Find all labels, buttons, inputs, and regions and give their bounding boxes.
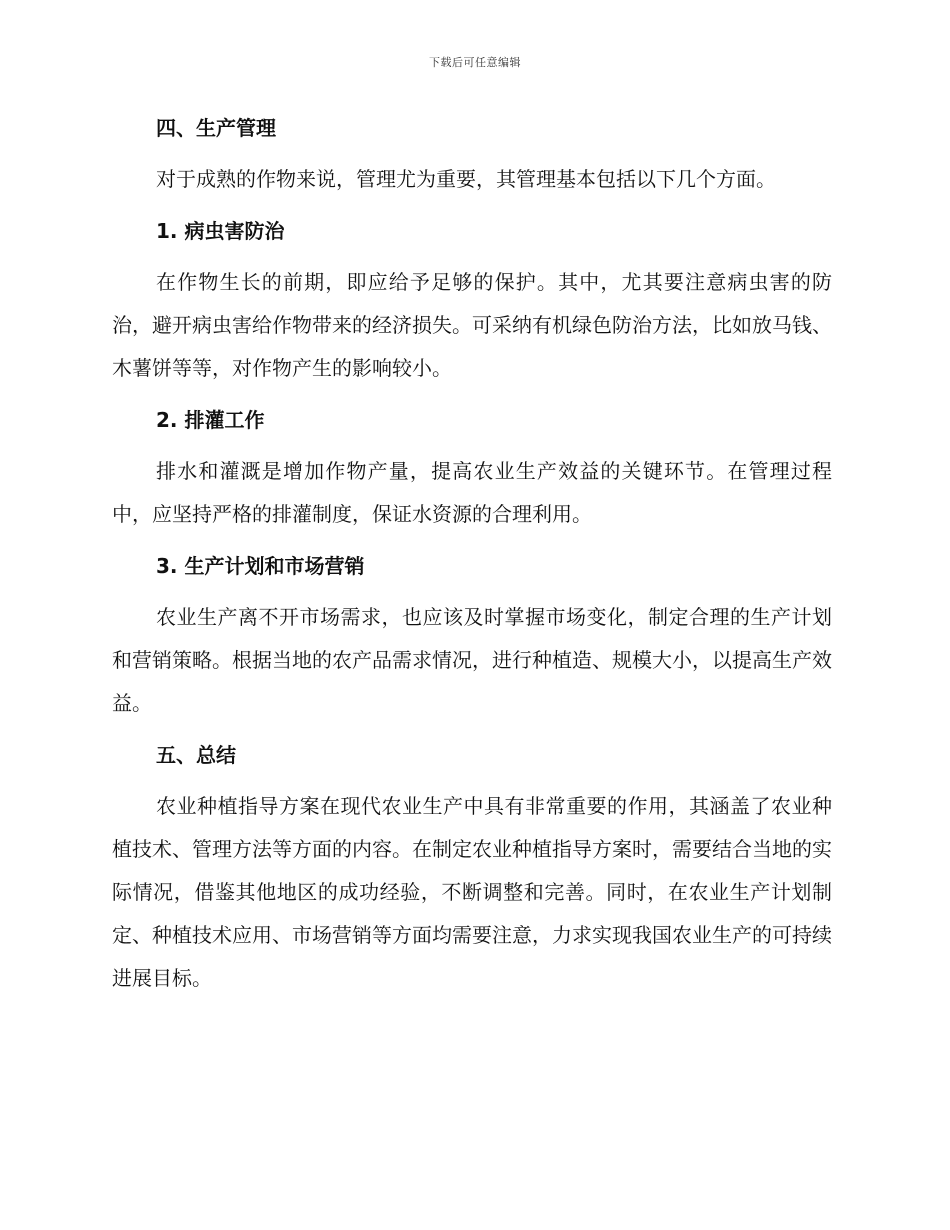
subsection-1-heading: 1. 病虫害防治 <box>156 219 285 243</box>
section-4-intro: 对于成熟的作物来说，管理尤为重要，其管理基本包括以下几个方面。 <box>156 167 776 191</box>
section-5-body: 农业种植指导方案在现代农业生产中具有非常重要的作用，其涵盖了农业种植技术、管理方法等方面的内容。在制定农业种植指导方案时，需要结合当地的实际情况，借鉴其他地区的成功经验，不断调整和完善。同时，在农业生产计划制定、种植技术应用、市场营销等方面均需要注意，力求实现我国农业生产的可持续进展目标。 <box>112 794 832 990</box>
section-5-heading: 五、总结 <box>156 743 236 767</box>
section-4-heading: 四、生产管理 <box>156 116 276 140</box>
subsection-1-body: 在作物生长的前期，即应给予足够的保护。其中，尤其要注意病虫害的防治，避开病虫害给作物带来的经济损失。可采纳有机绿色防治方法，比如放马钱、木薯饼等等，对作物产生的影响较小。 <box>112 270 832 380</box>
page-header: 下载后可任意编辑 <box>429 56 521 69</box>
subsection-3-heading: 3. 生产计划和市场营销 <box>156 554 365 578</box>
subsection-3-body: 农业生产离不开市场需求，也应该及时掌握市场变化，制定合理的生产计划和营销策略。根据当地的农产品需求情况，进行种植造、规模大小，以提高生产效益。 <box>112 605 832 715</box>
subsection-2-body: 排水和灌溉是增加作物产量，提高农业生产效益的关键环节。在管理过程中，应坚持严格的排灌制度，保证水资源的合理利用。 <box>112 459 832 526</box>
document-body <box>112 108 832 1010</box>
subsection-2-heading: 2. 排灌工作 <box>156 408 265 432</box>
